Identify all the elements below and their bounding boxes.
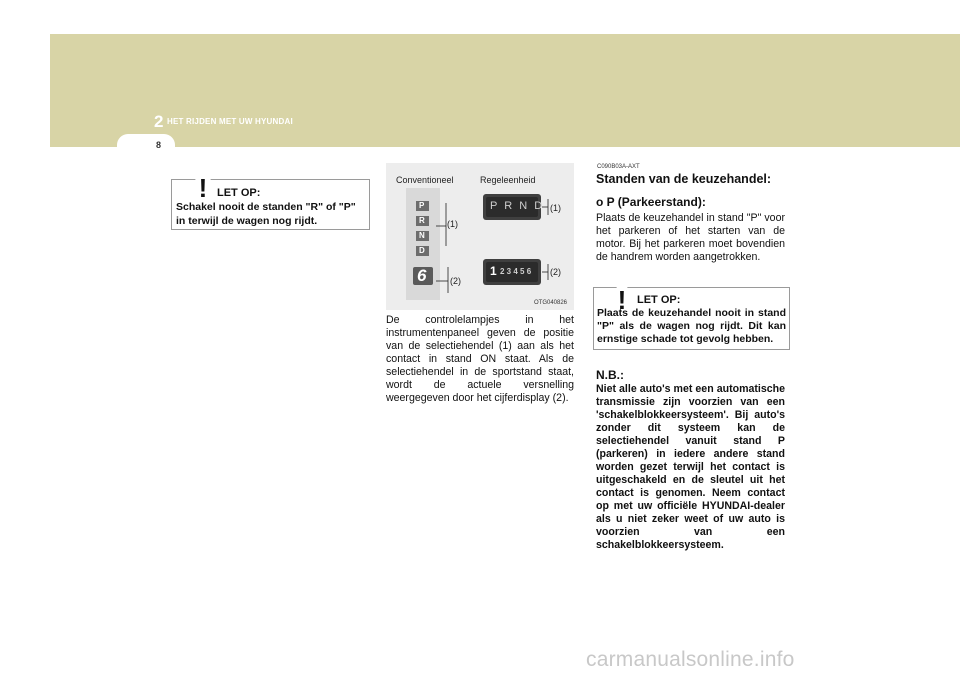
callout-1-conventional: (1) bbox=[447, 219, 458, 229]
svg-text:!: ! bbox=[617, 285, 627, 314]
callout-2-control-unit: (2) bbox=[550, 267, 561, 277]
section-heading: Standen van de keuzehandel: bbox=[596, 172, 772, 186]
warning-title: LET OP: bbox=[217, 187, 261, 199]
header-band bbox=[50, 34, 960, 147]
warning-box-right bbox=[593, 287, 790, 350]
label-conventional: Conventioneel bbox=[396, 175, 454, 185]
gear-diagram bbox=[386, 163, 574, 310]
note-title: N.B.: bbox=[596, 368, 624, 382]
gear-indicator-figure bbox=[386, 163, 574, 310]
warning-title: LET OP: bbox=[637, 294, 681, 306]
note-text: Niet alle auto's met een automatische transmissie zijn voorzien van een 'schakelblokkeersysteem'. Bij auto's zonder dit systeem kan de selectiehendel vanuit stand P (parkeren) in iedere andere stand worden gezet terwijl het contact is uitgeschakeld en de sleutel uit het contact is genomen. Neem contact op met uw officiële HYUNDAI-dealer als u niet zeker weet of uw auto is voorzien van een schakelblokkeersysteem. bbox=[596, 383, 785, 551]
chapter-title: HET RIJDEN MET UW HYUNDAI bbox=[167, 117, 293, 126]
figure-code: OTG040826 bbox=[534, 300, 568, 306]
middle-paragraph: De controlelampjes in het instrumentenpaneel geven de positie van de selectiehendel (1) aan als het contact in stand ON staat. Als de selectiehendel in de sportstand staat, wordt de actuele versnelling weergegeven door het cijferdisplay (2). bbox=[386, 314, 574, 404]
park-paragraph: Plaats de keuzehandel in stand "P" voor het parkeren of het starten van de motor. Bij het parkeren moet bovendien de handrem worden aangetrokken. bbox=[596, 212, 785, 263]
label-control-unit: Regeleenheid bbox=[480, 175, 536, 185]
section-subheading: o P (Parkeerstand): bbox=[596, 195, 706, 209]
warning-box-left bbox=[171, 173, 370, 230]
warning-text: Schakel nooit de standen "R" of "P" in terwijl de wagen nog rijdt. bbox=[176, 201, 356, 227]
gear-letter-r: R bbox=[419, 216, 425, 225]
gear-letter-p: P bbox=[419, 201, 425, 210]
page-number-tab bbox=[117, 134, 175, 156]
gear-letter-d: D bbox=[419, 246, 425, 255]
warning-text: Plaats de keuzehandel nooit in stand "P" als de wagen nog rijdt. Dit kan ernstige schade tot gevolg hebben. bbox=[597, 307, 786, 345]
prnd-display: P R N D bbox=[490, 200, 545, 212]
watermark: carmanualsonline.info bbox=[586, 648, 795, 671]
callout-2-conventional: (2) bbox=[450, 276, 461, 286]
digit-display-first: 1 bbox=[490, 264, 497, 278]
svg-text:!: ! bbox=[198, 173, 208, 202]
gear-letter-n: N bbox=[419, 231, 425, 240]
page-number: 8 bbox=[156, 140, 162, 150]
digit-display-rest: 2 3 4 5 6 bbox=[500, 267, 532, 276]
callout-1-control-unit: (1) bbox=[550, 203, 561, 213]
section-code: C090B03A-AXT bbox=[597, 164, 640, 170]
chapter-number: 2 bbox=[154, 112, 164, 131]
sport-gear-digit: 6 bbox=[417, 266, 427, 285]
